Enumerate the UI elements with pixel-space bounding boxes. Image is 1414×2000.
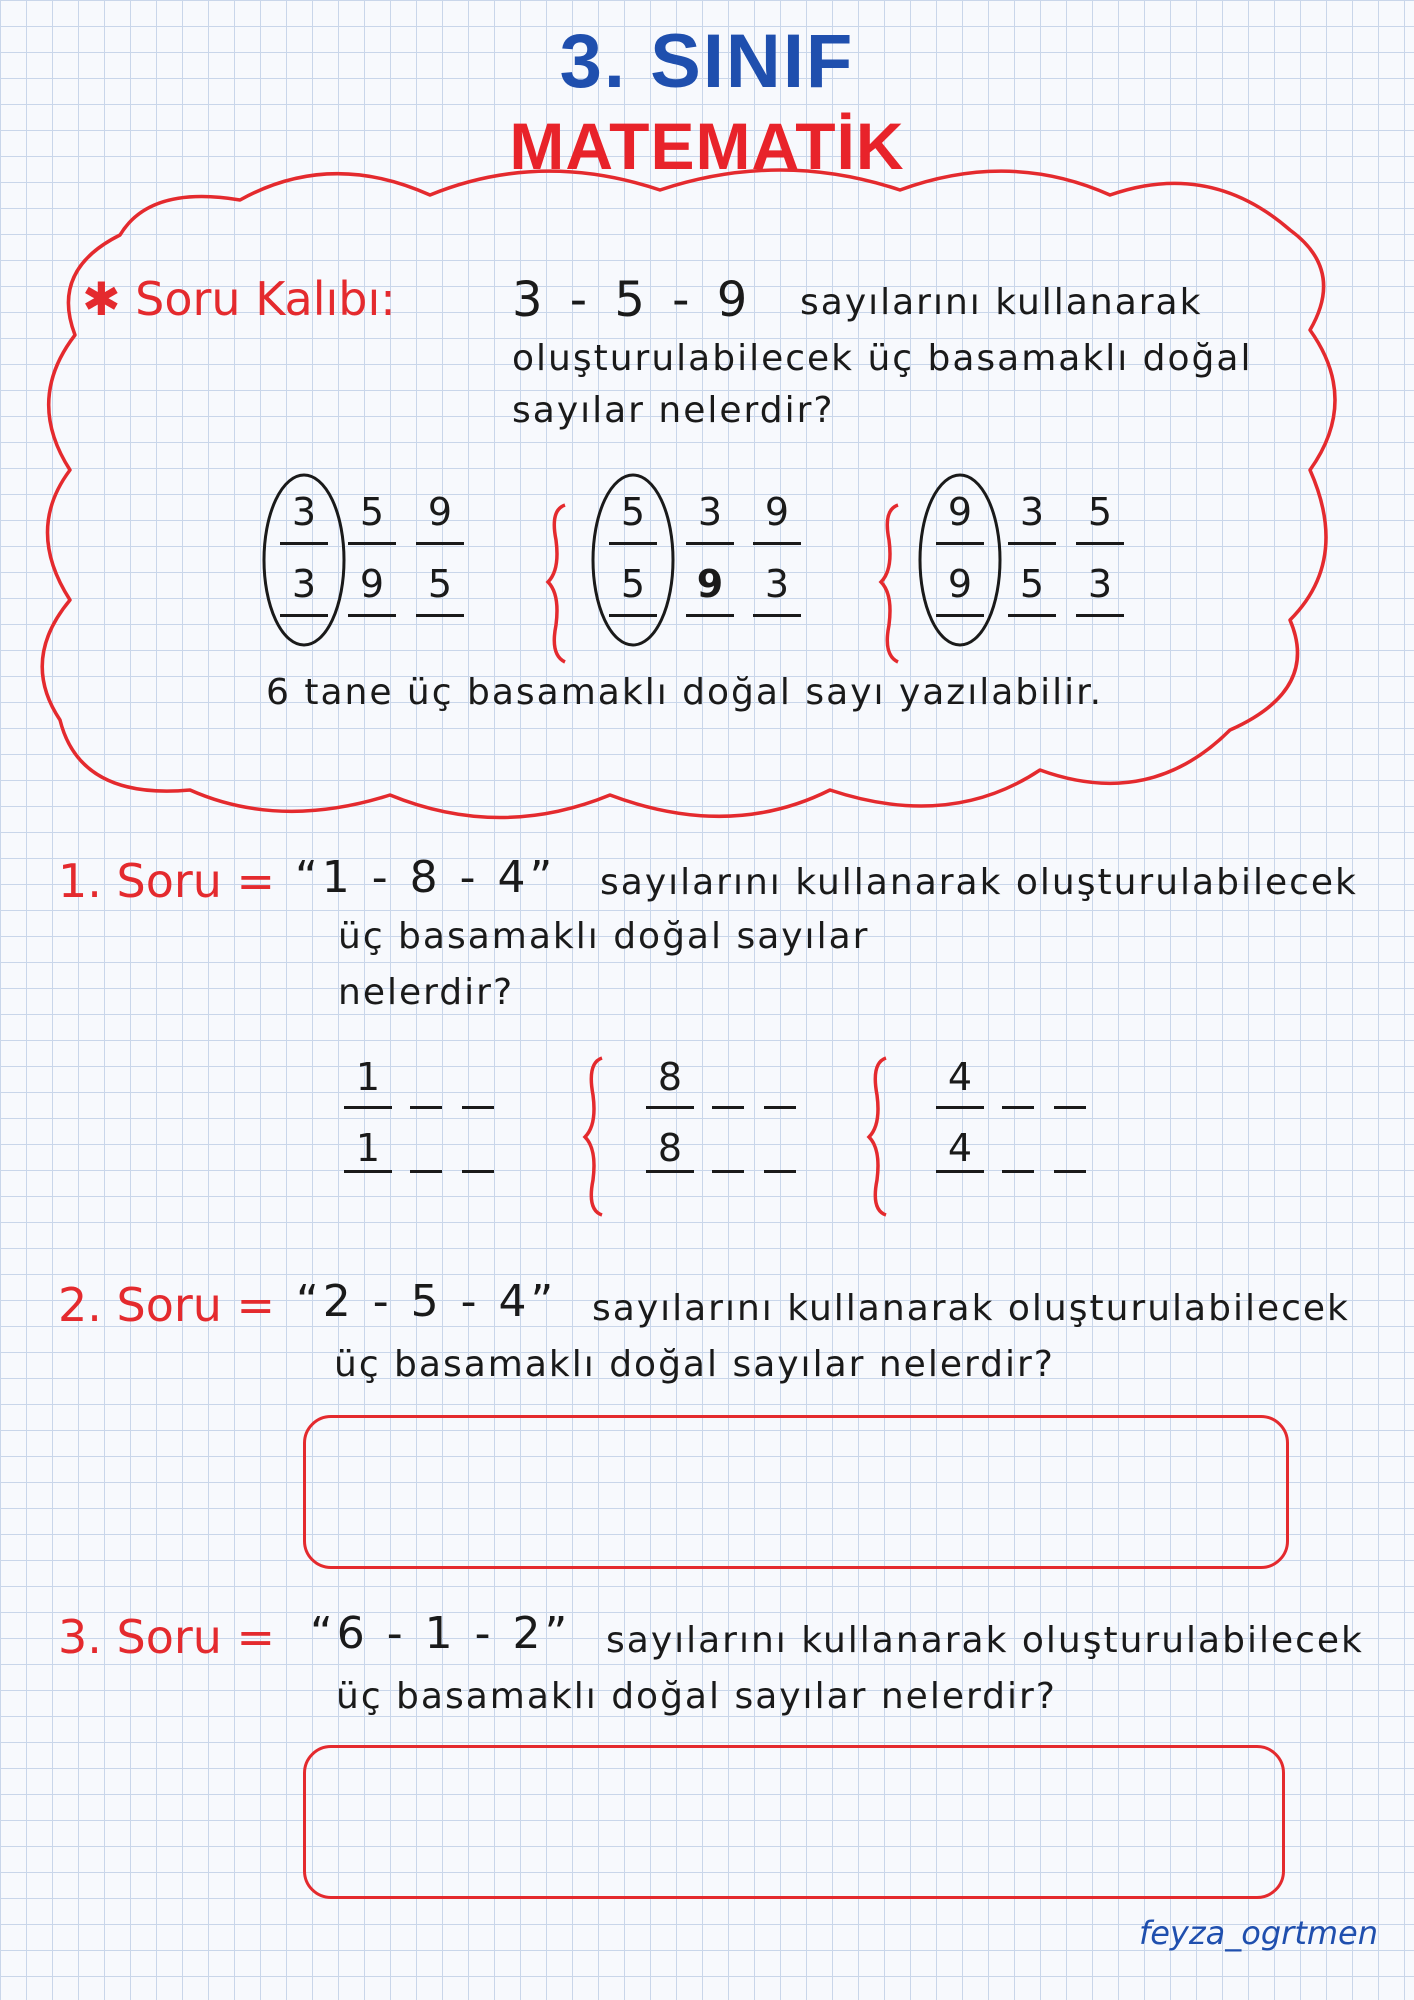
question-3-line-2: üç basamaklı doğal sayılar nelerdir? bbox=[336, 1676, 1057, 1717]
pattern-line-1: sayılarını kullanarak bbox=[800, 282, 1203, 323]
pattern-label: ✱ Soru Kalıbı: bbox=[82, 272, 396, 326]
digit: 9 bbox=[696, 562, 724, 606]
pattern-numbers: 3 - 5 - 9 bbox=[512, 272, 754, 328]
question-1-label: 1. Soru = bbox=[58, 854, 276, 908]
question-3-numbers: “6 - 1 - 2” bbox=[310, 1608, 572, 1659]
digit: 5 bbox=[359, 490, 385, 534]
start-digit: 4 bbox=[947, 1055, 973, 1099]
question-2-label: 2. Soru = bbox=[58, 1278, 276, 1332]
start-digit: 1 bbox=[355, 1055, 381, 1099]
question-3-answer-box[interactable] bbox=[303, 1745, 1285, 1899]
pattern-line-2: oluşturulabilecek üç basamaklı doğal bbox=[512, 338, 1253, 379]
digit: 9 bbox=[764, 490, 790, 534]
digit: 9 bbox=[427, 490, 453, 534]
question-1-numbers: “1 - 8 - 4” bbox=[295, 852, 557, 903]
page-title: 3. SINIF bbox=[559, 19, 855, 104]
pattern-result: 6 tane üç basamaklı doğal sayı yazılabilir. bbox=[266, 672, 1104, 713]
digit: 3 bbox=[697, 490, 723, 534]
digit: 3 bbox=[1019, 490, 1045, 534]
brace-2 bbox=[881, 505, 898, 662]
question-2-numbers: “2 - 5 - 4” bbox=[296, 1276, 558, 1327]
start-digit: 1 bbox=[355, 1126, 381, 1170]
question-3-line-1: sayılarını kullanarak oluşturulabilecek bbox=[606, 1620, 1364, 1661]
start-digit: 4 bbox=[947, 1126, 973, 1170]
digit: 5 bbox=[620, 562, 646, 606]
page-subtitle: MATEMATİK bbox=[509, 109, 905, 183]
start-digit: 8 bbox=[657, 1126, 683, 1170]
brace-1 bbox=[548, 505, 565, 662]
question-3-label: 3. Soru = bbox=[58, 1610, 276, 1664]
digit: 3 bbox=[764, 562, 790, 606]
author-credit: feyza_ogrtmen bbox=[1138, 1914, 1378, 1952]
digit: 3 bbox=[291, 562, 317, 606]
question-1-line-3: nelerdir? bbox=[338, 972, 515, 1013]
start-digit: 8 bbox=[657, 1055, 683, 1099]
digit: 9 bbox=[359, 562, 385, 606]
digit: 3 bbox=[291, 490, 317, 534]
digit: 5 bbox=[1019, 562, 1045, 606]
q1-brace-1 bbox=[585, 1058, 602, 1215]
digit: 3 bbox=[1087, 562, 1113, 606]
q1-brace-2 bbox=[869, 1058, 886, 1215]
question-2-line-2: üç basamaklı doğal sayılar nelerdir? bbox=[334, 1344, 1055, 1385]
digit: 5 bbox=[427, 562, 453, 606]
question-2-line-1: sayılarını kullanarak oluşturulabilecek bbox=[592, 1288, 1350, 1329]
question-2-answer-box[interactable] bbox=[303, 1415, 1289, 1569]
pattern-line-3: sayılar nelerdir? bbox=[512, 390, 835, 431]
digit: 5 bbox=[620, 490, 646, 534]
question-1-line-2: üç basamaklı doğal sayılar bbox=[338, 916, 870, 957]
digit: 9 bbox=[947, 562, 973, 606]
question-1-line-1: sayılarını kullanarak oluşturulabilecek bbox=[600, 862, 1358, 903]
digit: 9 bbox=[947, 490, 973, 534]
digit: 5 bbox=[1087, 490, 1113, 534]
